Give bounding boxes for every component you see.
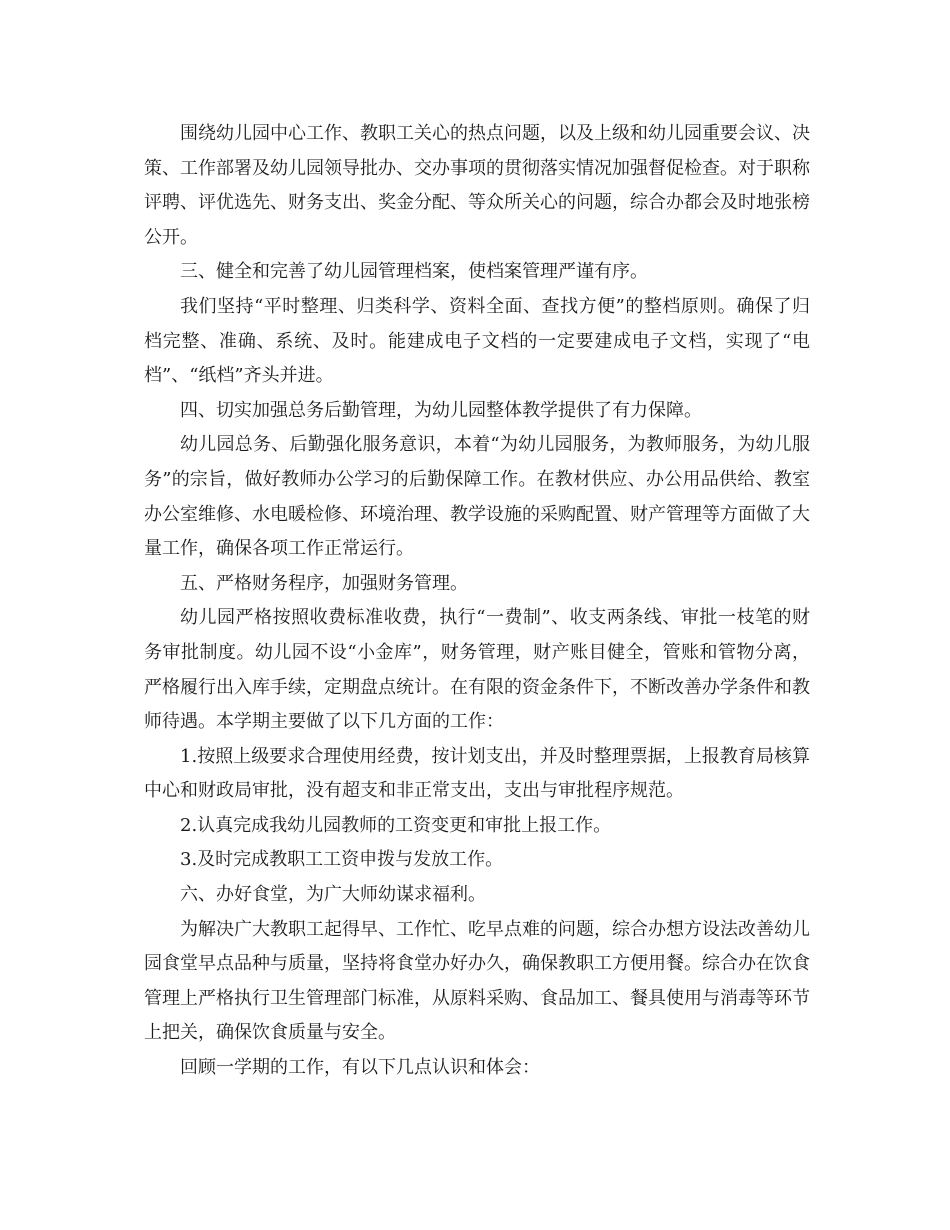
paragraph-finance: 幼儿园严格按照收费标准收费，执行“一费制”、收支两条线、审批一枝笔的财务审批制度。幼儿园不设“小金库”，财务管理，财产账目健全，管账和管物分离，严格履行出入库手续，定期盘点统计。在有限的资金条件下，不断改善办学条件和教师待遇。本学期主要做了以下几方面的工作： — [144, 607, 810, 733]
list-item-1: 1.按照上级要求合理使用经费，按计划支出，并及时整理票据，上报教育局核算中心和财政局审批，没有超支和非正常支出，支出与审批程序规范。 — [144, 745, 810, 802]
paragraph-intro-supervision: 围绕幼儿园中心工作、教职工关心的热点问题，以及上级和幼儿园重要会议、决策、工作部署及幼儿园领导批办、交办事项的贯彻落实情况加强督促检查。对于职称评聘、评优选先、财务支出、奖金分配、等众所关心的问题，综合办都会及时地张榜公开。 — [144, 123, 810, 248]
heading-section-6: 六、办好食堂，为广大师幼谋求福利。 — [180, 884, 486, 906]
list-item-3: 3.及时完成教职工工资申拨与发放工作。 — [180, 849, 504, 871]
heading-section-4: 四、切实加强总务后勤管理，为幼儿园整体教学提供了有力保障。 — [180, 399, 702, 421]
document-body — [144, 117, 810, 1086]
heading-section-3: 三、健全和完善了幼儿园管理档案，使档案管理严谨有序。 — [180, 261, 648, 283]
list-item-2: 2.认真完成我幼儿园教师的工资变更和审批上报工作。 — [180, 814, 612, 836]
paragraph-archive-principles: 我们坚持“平时整理、归类科学、资料全面、查找方便”的整档原则。确保了归档完整、准确、系统、及时。能建成电子文档的一定要建成电子文档，实现了“电档”、“纸档”齐头并进。 — [144, 295, 810, 387]
paragraph-canteen: 为解决广大教职工起得早、工作忙、吃早点难的问题，综合办想方设法改善幼儿园食堂早点品种与质量，坚持将食堂办好办久，确保教职工方便用餐。综合办在饮食管理上严格执行卫生管理部门标准，从原料采购、食品加工、餐具使用与消毒等环节上把关，确保饮食质量与安全。 — [144, 918, 810, 1044]
paragraph-review: 回顾一学期的工作，有以下几点认识和体会： — [180, 1057, 540, 1079]
paragraph-logistics: 幼儿园总务、后勤强化服务意识，本着“为幼儿园服务，为教师服务，为幼儿服务”的宗旨，做好教师办公学习的后勤保障工作。在教材供应、办公用品供给、教室办公室维修、水电暖检修、环境治理、教学设施的采购配置、财产管理等方面做了大量工作，确保各项工作正常运行。 — [144, 434, 810, 560]
heading-section-5: 五、严格财务程序，加强财务管理。 — [180, 572, 468, 594]
